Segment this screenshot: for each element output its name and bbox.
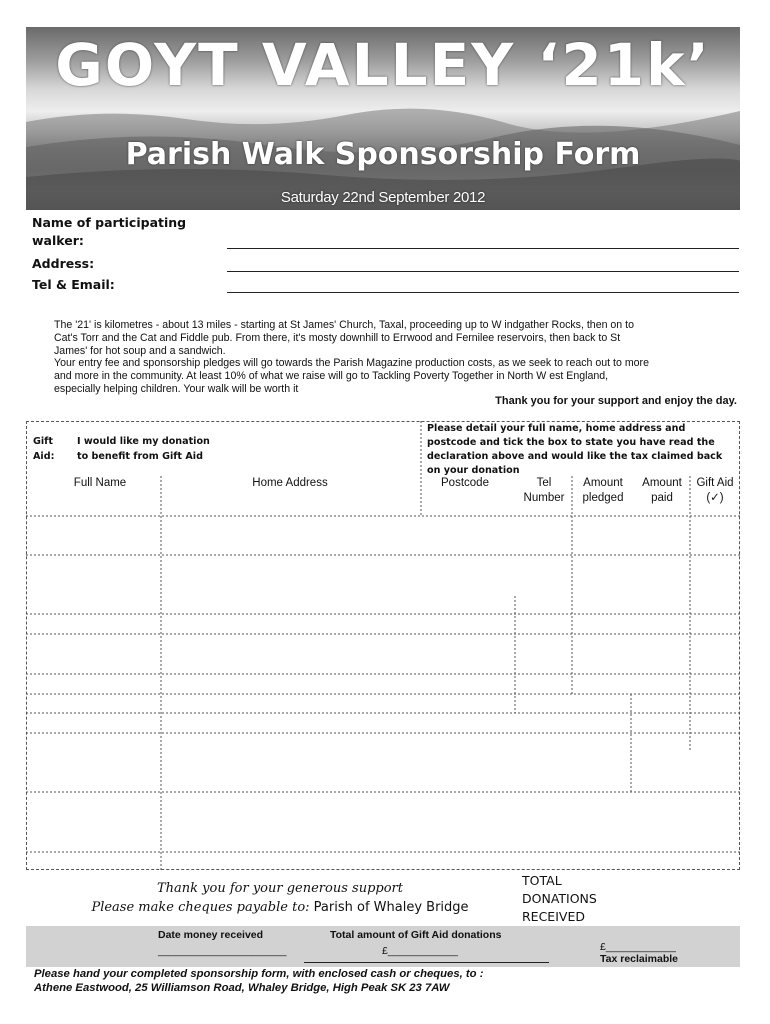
gift-aid-label: Gift Aid: xyxy=(33,436,55,462)
col-postcode: Postcode xyxy=(441,477,489,489)
col-gift-aid: Gift Aid (✓) xyxy=(696,477,734,504)
tax-reclaimable-field[interactable]: £____________ xyxy=(600,941,676,953)
walker-name-field[interactable] xyxy=(227,248,739,249)
total-donations-label: TOTAL DONATIONS RECEIVED xyxy=(522,873,597,924)
closing-thanks: Thank you for your generous support Please make cheques payable to: Parish of Whaley Bridge xyxy=(91,881,469,915)
header-banner xyxy=(26,27,740,210)
walker-name-label: Name of participating walker: xyxy=(32,215,187,248)
col-home-address: Home Address xyxy=(252,477,328,489)
tax-reclaimable-label: Tax reclaimable xyxy=(600,953,679,965)
address-label: Address: xyxy=(32,256,95,271)
gift-aid-total-underline xyxy=(304,962,549,963)
form-subtitle: Parish Walk Sponsorship Form xyxy=(125,137,641,172)
table-instructions: Please detail your full name, home address and postcode and tick the box to state you have read the declaration above and would like the tax claimed back on your donation xyxy=(427,423,723,476)
date-received-field[interactable]: ______________________ xyxy=(158,945,287,957)
col-tel-number: Tel Number xyxy=(523,477,565,504)
gift-aid-declaration: I would like my donation to benefit from Gift Aid xyxy=(77,436,210,462)
col-amount-pledged: Amount pledged xyxy=(582,477,624,504)
date-received-label: Date money received xyxy=(158,929,264,941)
event-date: Saturday 22nd September 2012 xyxy=(280,189,486,206)
thanks-note: Thank you for your support and enjoy the day. xyxy=(495,395,737,407)
col-amount-paid: Amount paid xyxy=(642,477,682,504)
col-full-name: Full Name xyxy=(73,477,127,489)
walk-description: The '21' is kilometres - about 13 miles - starting at St James' Church, Taxal, proceeding up to W indgather Rocks, then on to Cat's Torr and the Cat and Fiddle pub. From there, it's mosty downhill to Errwood and Fernilee reservoirs, then back to St James' for hot soup and a sandwich. Your entry fee and sponsorship pledges will go towards the Parish Magazine production costs, as we seek to reach out to more and more in the community. At least 10% of what we raise will go to Tackling Poverty Together in North W est England, especially helping children. Your walk will be worth it xyxy=(54,319,649,395)
page-title: GOYT VALLEY ‘21k’ xyxy=(55,31,711,99)
gift-aid-total-field[interactable]: £____________ xyxy=(382,945,458,957)
tel-email-label: Tel & Email: xyxy=(32,277,115,292)
cheque-payee: Parish of Whaley Bridge xyxy=(313,900,469,915)
gift-aid-total-label: Total amount of Gift Aid donations xyxy=(330,929,502,941)
address-field[interactable] xyxy=(227,271,739,272)
tel-email-field[interactable] xyxy=(227,292,739,293)
return-instructions: Please hand your completed sponsorship form, with enclosed cash or cheques, to : Athene Eastwood, 25 Williamson Road, Whaley Bridge, High Peak SK 23 7AW xyxy=(34,968,484,994)
